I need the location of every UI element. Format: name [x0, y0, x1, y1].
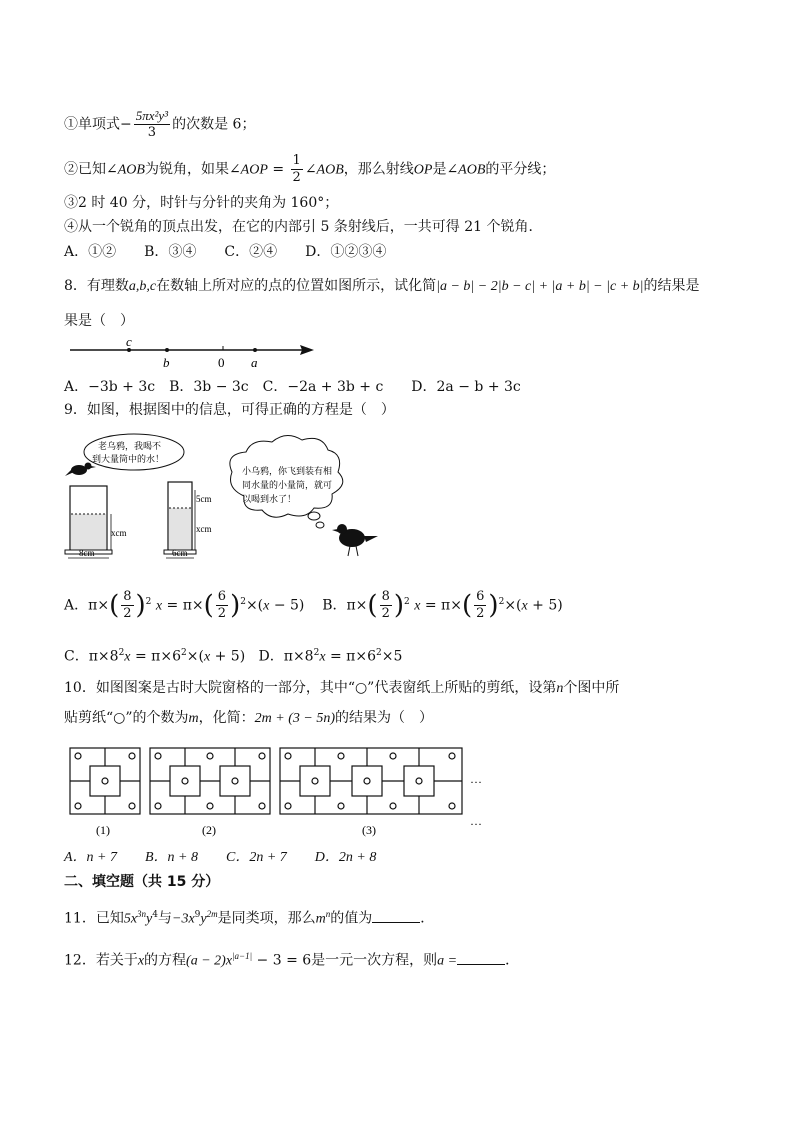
young-crow-icon [332, 524, 378, 556]
old-crow-icon [65, 463, 96, 477]
number-line-arrow [300, 345, 314, 355]
monomial-fraction: $\frac{\text{5πx²y³}}{3}$ [135, 108, 169, 140]
bubble2-line3: 以喝到水了！ [242, 494, 297, 504]
pattern-3 [280, 748, 462, 814]
window-pattern-figure [68, 744, 498, 840]
statement-2: ②已知∠AOB为锐角，如果∠AOP = $\frac{1}{2}$ ∠AOB，那么射线OP是∠AOB的平分线； [64, 153, 556, 185]
half-fraction: $\frac{1}{2}$ [292, 153, 301, 185]
continuation-dots: ··· [470, 775, 482, 789]
crow-cylinders-figure [62, 432, 392, 566]
q10-options: A．n + 7 B．n + 8 C．2n + 7 D．2n + 8 [64, 850, 377, 865]
q7-options: A．①② B．③④ C．②④ D．①②③④ [64, 244, 387, 260]
q8-options: A．−3b + 3c B．3b − 3c C．−2a + 3b + c D．2a − b + 3c [64, 379, 521, 395]
point-b [165, 348, 169, 352]
thought-bubble [230, 435, 343, 517]
q11-text: 11．已知$5x^{3n}y^4$与$-3x^9y^{2m}$是同类项，那么$m^n$的值为 ． [64, 909, 435, 927]
q10-text-line2: 贴剪纸“○”的个数为m，化简：2m + (3 − 5n)的结果为（ ） [64, 710, 433, 726]
speech-bubble-1 [84, 434, 184, 470]
large-height-label: xcm [111, 528, 127, 538]
large-diameter-label: 8cm [79, 548, 95, 558]
bubble2-line1: 小乌鸦，你飞到装有相 [242, 466, 333, 476]
q10-text-line1: 10．如图图案是古时大院窗格的一部分，其中“○”代表窗纸上所贴的剪纸，设第n个图中所 [64, 680, 620, 696]
q12-answer-blank[interactable] [457, 950, 505, 965]
q9-options-cd: C．$\pi\times 8^2x = \pi\times 6^2\times(x + 5)$ D．$\pi\times 8^2x = \pi\times 6^2\times 5$ [64, 648, 403, 665]
q8-text-line2: 果是（ ） [64, 313, 134, 329]
label-c: c [126, 336, 132, 349]
small-cylinder [164, 482, 196, 558]
q9-text: 9．如图，根据图中的信息，可得正确的方程是（ ） [64, 402, 395, 418]
statement-4: ④从一个锐角的顶点出发，在它的内部引 5 条射线后，一共可得 21 个锐角． [64, 219, 543, 235]
pattern-2 [150, 748, 270, 814]
label-a: a [251, 355, 258, 370]
small-extra-label: 5cm [196, 494, 212, 504]
small-height-label: xcm [196, 524, 212, 534]
q12-text: 12．若关于x的方程$(a - 2)x^{|a-1|} - 3 = 6$是一元一次方程，则a = ． [64, 951, 520, 969]
small-diameter-label: 6cm [172, 548, 188, 558]
bubble2-line2: 同水量的小量筒，就可 [242, 480, 333, 490]
pattern-2-label: (2) [202, 823, 216, 837]
point-a [253, 348, 257, 352]
statement-1: ①单项式− $\frac{\text{5πx²y³}}{3}$ 的次数是 6； [64, 108, 256, 140]
bubble1-line1: 老乌鸦，我喝不 [98, 441, 162, 451]
pattern-1 [70, 748, 140, 814]
bubble1-line2: 到大量筒中的水！ [92, 454, 165, 464]
section-2-heading: 二、填空题（共 15 分） [64, 874, 220, 890]
label-zero: 0 [218, 355, 225, 370]
pattern-1-label: (1) [96, 823, 110, 837]
statement-3: ③2 时 40 分，时针与分针的夹角为 160°； [64, 195, 339, 211]
number-line [68, 336, 318, 372]
q11-answer-blank[interactable] [372, 908, 420, 923]
pattern-3-label: (3) [362, 823, 376, 837]
continuation-dots-2: ··· [470, 817, 482, 831]
label-b: b [163, 355, 170, 370]
q9-options-ab: A．π×( $\frac{8}{2}$ )$^2$ x = π×( $\frac{6}{2}$ )$^2$×(x − 5) B．π×( $\frac{8}{2}$ )$^2$ x = π×( $\frac{6}{2}$ )$^2$×(x + 5) [64, 589, 563, 622]
q8-text: 8．有理数a,b,c在数轴上所对应的点的位置如图所示，试化简|a − b| − 2|b − c| + |a + b| − |c + b|的结果是 [64, 278, 700, 294]
